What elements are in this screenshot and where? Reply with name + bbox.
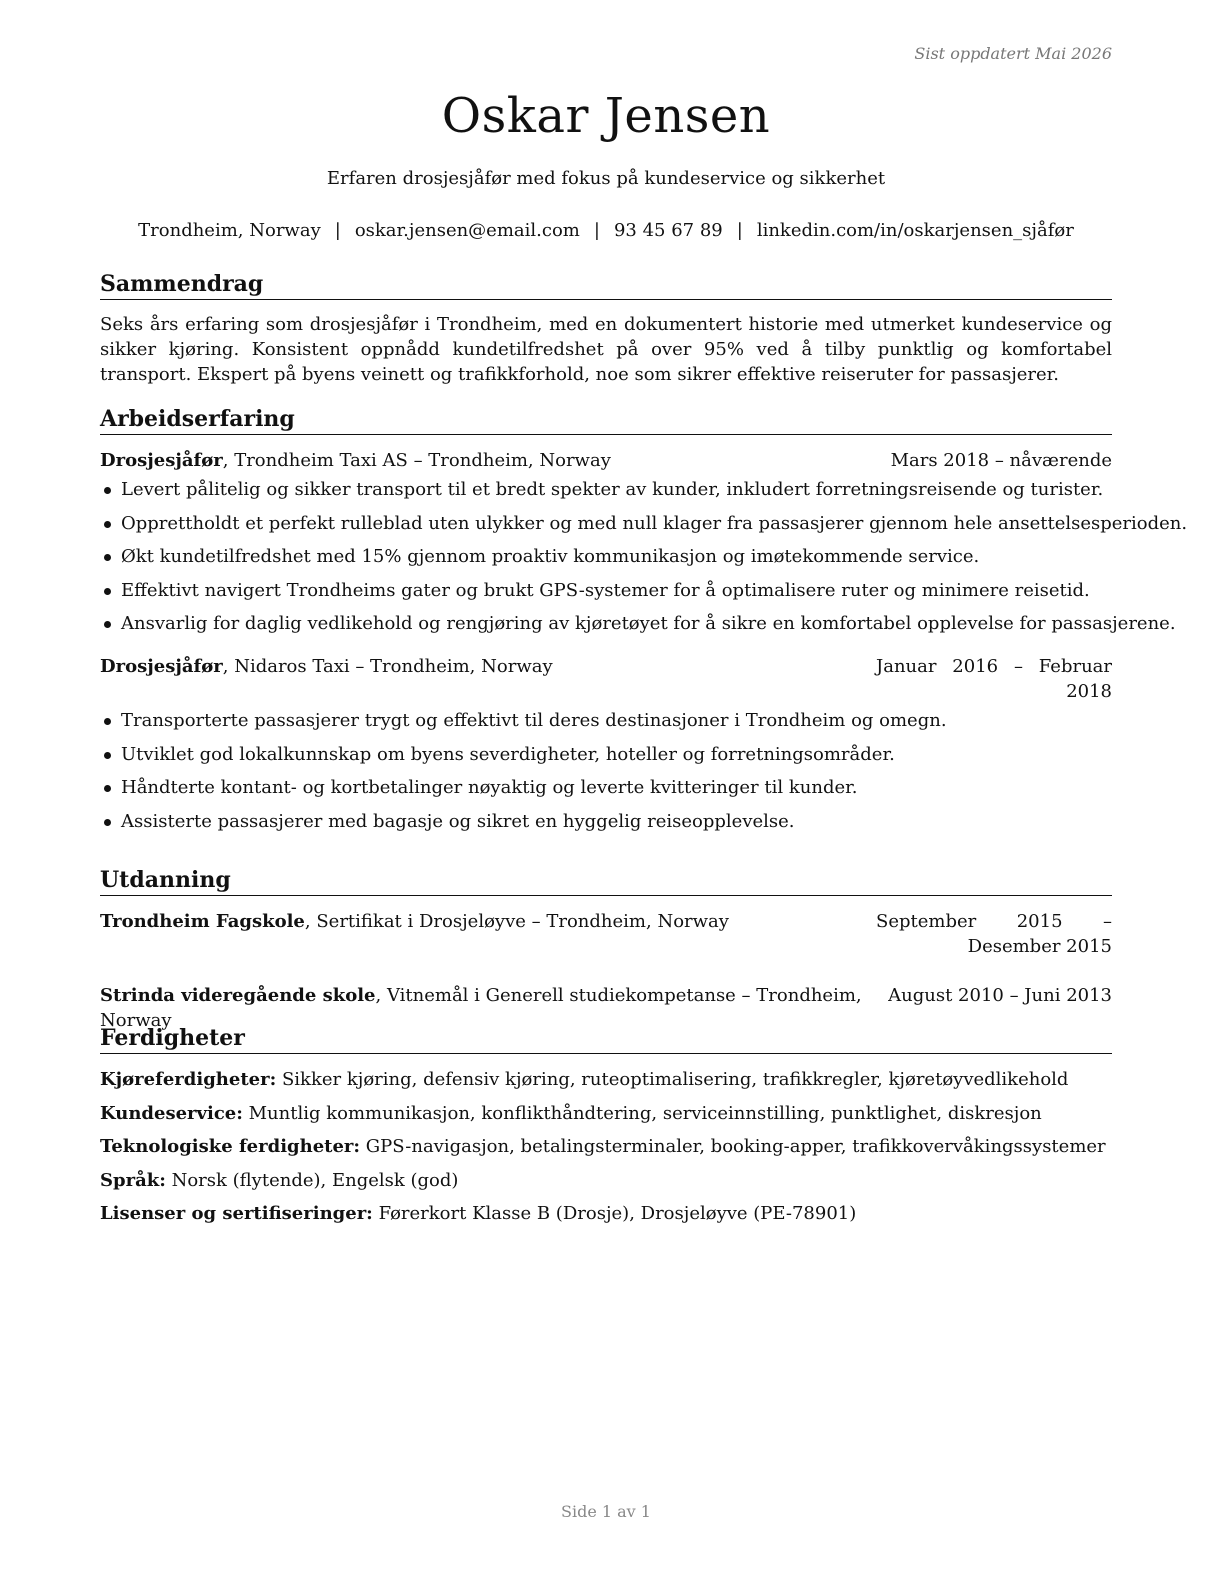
skill-label: Språk:	[100, 1169, 166, 1191]
education-entry	[100, 909, 1112, 959]
section-title-skills: Ferdigheter	[100, 1024, 1112, 1054]
skill-line	[100, 1168, 1112, 1193]
contact-phone: 93 45 67 89	[613, 220, 723, 241]
job-role: Drosjesjåfør	[100, 450, 223, 471]
contact-separator: |	[593, 220, 600, 241]
skill-line	[100, 1134, 1112, 1159]
skill-line	[100, 1067, 1112, 1092]
job-role: Drosjesjåfør	[100, 656, 223, 677]
skill-label: Teknologiske ferdigheter:	[100, 1136, 361, 1157]
job-employer: , Trondheim Taxi AS – Trondheim, Norway	[222, 450, 611, 471]
skill-value: Førerkort Klasse B (Drosje), Drosjeløyve (PE-78901)	[372, 1203, 857, 1224]
job-dates: Januar 2016 – Februar 2018	[876, 656, 1112, 702]
skill-value: Norsk (flytende), Engelsk (god)	[165, 1169, 459, 1191]
job-bullets	[100, 708, 1112, 834]
summary-section	[100, 270, 1112, 387]
job-bullets	[100, 477, 1188, 636]
last-updated: Sist oppdatert Mai 2026	[914, 44, 1112, 63]
contact-email[interactable]: oskar.jensen@email.com	[354, 220, 580, 241]
education-detail: , Vitnemål i Generell studiekompetanse – Trondheim, Norway	[100, 985, 862, 1031]
job-employer: , Nidaros Taxi – Trondheim, Norway	[222, 656, 553, 677]
skill-line	[100, 1101, 1112, 1126]
skill-label: Kundeservice:	[100, 1102, 243, 1124]
list-item: Levert pålitelig og sikker transport til et bredt spekter av kunder, inkludert forretningsreisende og turister.	[100, 477, 1112, 502]
education-school: Strinda videregående skole	[100, 985, 376, 1006]
job-entry	[100, 448, 1188, 636]
list-item: Ansvarlig for daglig vedlikehold og rengjøring av kjøretøyet for å sikre en komfortabel opplevelse for passasjerene.	[100, 611, 1112, 636]
list-item: Utviklet god lokalkunnskap om byens severdigheter, hoteller og forretningsområder.	[100, 742, 1112, 767]
experience-section	[100, 405, 1188, 842]
job-dates: Mars 2018 – nåværende	[890, 450, 1112, 471]
skills-section	[100, 1024, 1112, 1235]
job-header	[100, 654, 1112, 704]
page-number: Side 1 av 1	[561, 1502, 651, 1521]
skill-line	[100, 1201, 1112, 1226]
contact-line	[100, 220, 1112, 241]
education-section	[100, 866, 1112, 1033]
list-item: Opprettholdt et perfekt rulleblad uten ulykker og med null klager fra passasjerer gjennom hele ansettelsesperioden.	[100, 511, 1112, 536]
skill-label: Kjøreferdigheter:	[100, 1069, 277, 1090]
contact-linkedin[interactable]: linkedin.com/in/oskarjensen_sjåfør	[756, 220, 1074, 241]
education-dates: August 2010 – Juni 2013	[888, 985, 1112, 1006]
list-item: Effektivt navigert Trondheims gater og brukt GPS-systemer for å optimalisere ruter og minimere reisetid.	[100, 578, 1112, 603]
education-header	[100, 909, 1112, 959]
tagline: Erfaren drosjesjåfør med fokus på kundeservice og sikkerhet	[326, 168, 886, 189]
section-title-experience: Arbeidserfaring	[100, 405, 1112, 435]
contact-separator: |	[736, 220, 743, 241]
education-school: Trondheim Fagskole	[100, 911, 305, 932]
education-dates: September 2015 – Desember 2015	[876, 911, 1112, 957]
skill-value: GPS-navigasjon, betalingsterminaler, booking-apper, trafikkovervåkingssystemer	[360, 1136, 1106, 1157]
candidate-name: Oskar Jensen	[441, 88, 771, 144]
job-entry	[100, 654, 1112, 834]
contact-location: Trondheim, Norway	[138, 220, 321, 241]
section-title-education: Utdanning	[100, 866, 1112, 896]
list-item: Assisterte passasjerer med bagasje og sikret en hyggelig reiseopplevelse.	[100, 809, 1112, 834]
skills-list	[100, 1067, 1112, 1226]
skill-value: Muntlig kommunikasjon, konflikthåndtering, serviceinnstilling, punktlighet, diskresjon	[242, 1102, 1042, 1124]
list-item: Økt kundetilfredshet med 15% gjennom proaktiv kommunikasjon og imøtekommende service.	[100, 544, 1112, 569]
job-header	[100, 448, 1112, 473]
education-detail: , Sertifikat i Drosjeløyve – Trondheim, Norway	[304, 911, 729, 932]
list-item: Transporterte passasjerer trygt og effektivt til deres destinasjoner i Trondheim og omegn.	[100, 708, 1112, 733]
skill-label: Lisenser og sertifiseringer:	[100, 1203, 373, 1224]
skill-value: Sikker kjøring, defensiv kjøring, ruteoptimalisering, trafikkregler, kjøretøyvedlikehold	[276, 1069, 1069, 1090]
list-item: Håndterte kontant- og kortbetalinger nøyaktig og leverte kvitteringer til kunder.	[100, 775, 1112, 800]
section-title-summary: Sammendrag	[100, 270, 1112, 300]
contact-separator: |	[334, 220, 341, 241]
resume-page	[100, 0, 1188, 1584]
summary-text: Seks års erfaring som drosjesjåfør i Trondheim, med en dokumentert historie med utmerket kundeservice og sikker kjøring. Konsistent oppnådd kundetilfredshet på over 95% ved å tilby punktlig og komfortabel transport. Ekspert på byens veinett og trafikkforhold, noe som sikrer effektive reiseruter for passasjerer.	[100, 314, 1112, 385]
